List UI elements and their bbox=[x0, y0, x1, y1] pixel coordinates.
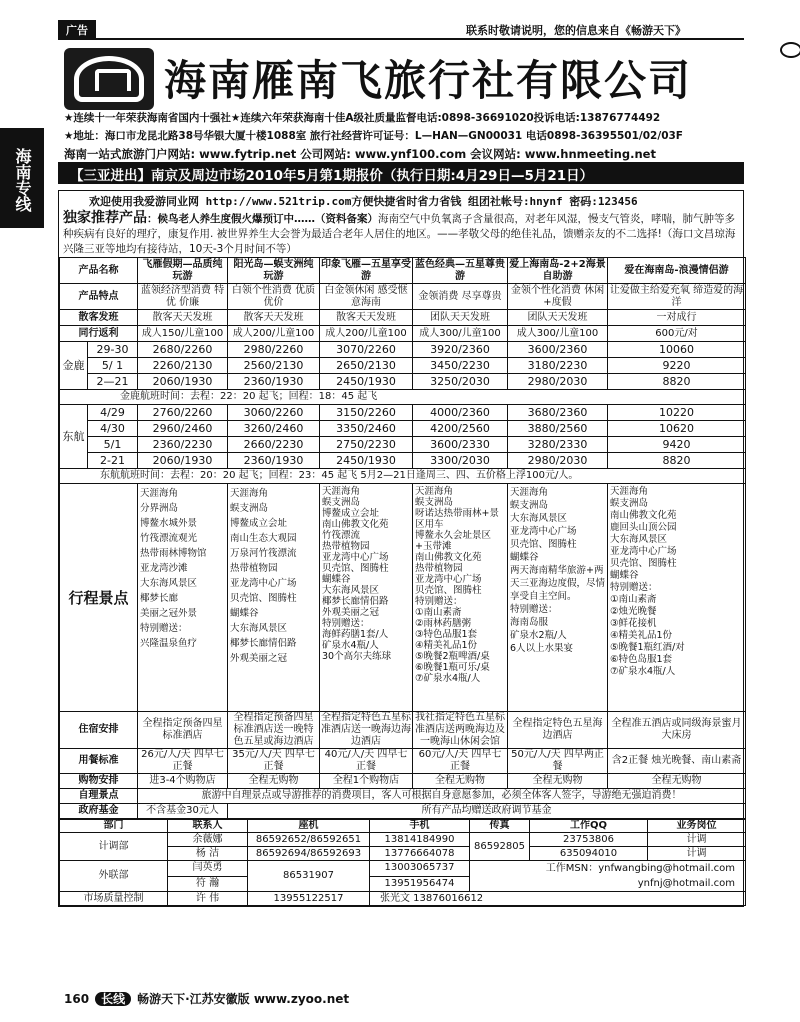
mobile: 13814184990 bbox=[370, 833, 470, 847]
dept: 外联部 bbox=[60, 861, 168, 892]
meal-label: 用餐标准 bbox=[60, 749, 138, 774]
price-cell: 2680/2260 bbox=[138, 342, 228, 358]
hotel-info: 全程指定预备四星标准酒店 bbox=[138, 712, 228, 749]
price-row bbox=[60, 358, 746, 374]
product-name: 爱在海南岛-浪漫情侣游 bbox=[608, 258, 746, 284]
price-cell: 2450/1930 bbox=[320, 374, 413, 390]
contact-name: 许 伟 bbox=[168, 892, 248, 906]
group-type: 散客天天发班 bbox=[138, 310, 228, 326]
contact-header: 联系人 bbox=[168, 820, 248, 833]
company-logo-icon bbox=[64, 48, 154, 110]
group-type: 团队天天发班 bbox=[508, 310, 608, 326]
quality-label: 市场质量控制 bbox=[60, 892, 168, 906]
side-label: 海南专线 bbox=[0, 128, 44, 228]
price-cell: 3250/2030 bbox=[413, 374, 508, 390]
shop-label: 购物安排 bbox=[60, 774, 138, 789]
meal-info: 50元/人/天 四早两正餐 bbox=[508, 749, 608, 774]
hotel-info: 我社指定特色五星标准酒店送两晚海边及一晚海山休闲会馆 bbox=[413, 712, 508, 749]
price-cell: 3060/2260 bbox=[228, 405, 320, 421]
rebate-value: 600元/对 bbox=[608, 326, 746, 342]
airline-label: 金鹿 bbox=[60, 342, 88, 390]
price-cell: 2560/2130 bbox=[228, 358, 320, 374]
schedule-list: 天涯海角 分界洲岛 博鳌水城外景 竹筏漂流观光 热带雨林博物馆 亚龙湾沙滩 大东海风景区 椰梦长廊 美丽之冠外景 特别赠送： 兴隆温泉鱼疗 bbox=[138, 484, 228, 712]
price-cell: 3150/2260 bbox=[320, 405, 413, 421]
fax: 86592805 bbox=[470, 833, 530, 861]
email: ynfnj@hotmail.com bbox=[637, 878, 735, 889]
fund-note: 所有产品均赠送政府调节基金 bbox=[228, 804, 746, 819]
price-cell: 3880/2560 bbox=[508, 421, 608, 437]
mobile: 13003065737 bbox=[370, 861, 470, 877]
rebate-value: 成人300/儿童100 bbox=[413, 326, 508, 342]
mobile: 13955122517 bbox=[248, 892, 370, 906]
price-cell: 2360/1930 bbox=[228, 374, 320, 390]
price-cell: 5/ 1 bbox=[88, 358, 138, 374]
price-cell: 2960/2460 bbox=[138, 421, 228, 437]
group-label: 散客发班 bbox=[60, 310, 138, 326]
product-feature: 让爱做主给爱充氧 缔造爱的海洋 bbox=[608, 284, 746, 310]
msn-block bbox=[470, 861, 746, 892]
product-name: 阳光岛—蜈支洲纯玩游 bbox=[228, 258, 320, 284]
info-line-3: 海南一站式旅游门户网站: www.fytrip.net 公司网站: www.ynf100.com 会议网站: www.hnmeeting.net bbox=[64, 147, 656, 161]
hotel-info: 全程指定特色五星标准酒店送一晚海边海边酒店 bbox=[321, 712, 411, 747]
selfpay-label: 自理景点 bbox=[60, 789, 138, 804]
price-cell: 3600/2360 bbox=[508, 342, 608, 358]
donghang-note: 东航航班时间：去程：20：20 起飞；回程：23：45 起飞 5月2—21日逢周三、四、五价格上浮100元/人。 bbox=[60, 469, 746, 484]
footer bbox=[64, 990, 349, 1007]
rebate-value: 成人200/儿童100 bbox=[228, 326, 320, 342]
shop-info: 进3-4个购物店 bbox=[138, 774, 228, 789]
product-label: 产品名称 bbox=[60, 258, 138, 284]
promo-block bbox=[59, 211, 743, 257]
price-cell: 10220 bbox=[608, 405, 746, 421]
price-cell: 3280/2330 bbox=[508, 437, 608, 453]
price-cell: 10620 bbox=[608, 421, 746, 437]
price-cell: 2450/1930 bbox=[320, 453, 413, 469]
price-cell: 4/29 bbox=[88, 405, 138, 421]
group-type: 一对成行 bbox=[608, 310, 746, 326]
price-cell: 2980/2030 bbox=[508, 453, 608, 469]
product-feature: 白领个性消费 优质 优价 bbox=[228, 284, 320, 310]
promo-sub: ：候鸟老人养生度假火爆预订中……（资料备案） bbox=[147, 213, 378, 225]
product-name: 爱上海南岛-2+2海景自助游 bbox=[509, 258, 606, 282]
product-feature: 白金领休闲 感受惬意海南 bbox=[320, 284, 413, 310]
mobile: 13951956474 bbox=[370, 876, 470, 892]
price-cell: 2-21 bbox=[88, 453, 138, 469]
price-cell: 2980/2260 bbox=[228, 342, 320, 358]
price-cell: 9420 bbox=[608, 437, 746, 453]
group-type: 散客天天发班 bbox=[320, 310, 413, 326]
footer-tag: 长线 bbox=[95, 992, 131, 1006]
price-row bbox=[60, 405, 746, 421]
product-name: 飞雁假期—品质纯玩游 bbox=[138, 258, 228, 284]
price-cell: 4200/2560 bbox=[413, 421, 508, 437]
price-cell: 2660/2230 bbox=[228, 437, 320, 453]
meal-info: 26元/人/天 四早七正餐 bbox=[138, 749, 228, 774]
qq: 23753806 bbox=[530, 833, 648, 847]
price-cell: 9220 bbox=[608, 358, 746, 374]
price-row bbox=[60, 453, 746, 469]
fund-label: 政府基金 bbox=[60, 804, 138, 819]
price-cell: 2260/2130 bbox=[138, 358, 228, 374]
rebate-label: 同行返利 bbox=[60, 326, 138, 342]
group-type: 团队天天发班 bbox=[413, 310, 508, 326]
crab-logo-icon bbox=[780, 42, 800, 58]
role: 计调 bbox=[648, 847, 746, 861]
page-number: 160 bbox=[64, 992, 90, 1006]
contact-header: 传真 bbox=[470, 820, 530, 833]
product-name: 印象飞雁—五星享受游 bbox=[321, 258, 411, 282]
contact-table bbox=[59, 819, 746, 906]
role: 计调 bbox=[648, 833, 746, 847]
contact-name: 闫英勇 bbox=[168, 861, 248, 877]
price-row bbox=[60, 437, 746, 453]
price-cell: 3600/2330 bbox=[413, 437, 508, 453]
airline-label: 东航 bbox=[60, 405, 88, 469]
phone: 86592652/86592651 bbox=[248, 833, 370, 847]
product-feature: 金领个性化消费 休闲+度假 bbox=[508, 284, 608, 310]
msn: 工作MSN：ynfwangbing@hotmail.com bbox=[545, 863, 735, 874]
phone: 86592694/86592693 bbox=[248, 847, 370, 861]
price-row bbox=[60, 421, 746, 437]
info-line-1: ★连续十一年荣获海南省国内十强社★连续六年荣获海南十佳A级社质量监督电话:0898-36691020投诉电话:13876774492 bbox=[64, 112, 661, 124]
contact-header: 部门 bbox=[60, 820, 168, 833]
price-cell: 2060/1930 bbox=[138, 453, 228, 469]
ad-header bbox=[58, 20, 744, 40]
fund-note: 不含基金30元人 bbox=[138, 804, 228, 819]
price-row bbox=[60, 342, 746, 358]
price-cell: 2060/1930 bbox=[138, 374, 228, 390]
contact-header: 手机 bbox=[370, 820, 470, 833]
price-cell: 3920/2360 bbox=[413, 342, 508, 358]
donghang-prices bbox=[60, 405, 746, 469]
mobile: 13776664078 bbox=[370, 847, 470, 861]
schedule-list: 天涯海角 蜈支洲岛 南山佛教文化苑 鹿回头山顶公园 大东海风景区 亚龙湾中心广场 贝壳馆、图腾柱 蝴蝶谷 特别赠送： ①南山素斋 ②烛光晚餐 ③鲜花接机 ④精美礼品1份 ⑤晚餐1瓶红酒/对 ⑥特色岛服1套 ⑦矿泉水4瓶/人 bbox=[608, 484, 746, 712]
price-cell: 2750/2230 bbox=[320, 437, 413, 453]
rebate-value: 成人150/儿童100 bbox=[138, 326, 228, 342]
price-cell: 3260/2460 bbox=[228, 421, 320, 437]
feature-label: 产品特点 bbox=[60, 284, 138, 310]
jinlu-prices bbox=[60, 342, 746, 390]
schedule-list: 天涯海角 蜈支洲岛 博鳌成立会址 南山佛教文化苑 竹筏漂流 热带植物园 亚龙湾中心广场 贝壳馆、图腾柱 蝴蝶谷 大东海风景区 椰梦长廊情侣路 外观美丽之冠 特别赠送： 海鲜药膳1套/人 矿泉水4瓶/人 30个高尔夫练球 bbox=[320, 484, 413, 712]
dept: 计调部 bbox=[60, 833, 168, 861]
contact-header: 业务岗位 bbox=[648, 820, 746, 833]
product-feature: 蓝领经济型消费 特优 价廉 bbox=[138, 284, 228, 310]
company-name: 海南雁南飞旅行社有限公司 bbox=[164, 56, 693, 105]
price-cell: 8820 bbox=[608, 374, 746, 390]
price-cell: 4/30 bbox=[88, 421, 138, 437]
schedule-label: 行程景点 bbox=[60, 484, 138, 712]
contact-name: 符 瀚 bbox=[168, 876, 248, 892]
price-cell: 2980/2030 bbox=[508, 374, 608, 390]
schedule-list: 天涯海角 蜈支洲岛 大东海风景区 亚龙湾中心广场 贝壳馆、图腾柱 蝴蝶谷 两天海南精华旅游+两天三亚海边度假，尽情享受自主空间。 特别赠送： 海南岛服 矿泉水2瓶/人 6人以上水果宴 bbox=[508, 484, 608, 712]
shop-info: 全程无购物 bbox=[508, 774, 608, 789]
price-cell: 29-30 bbox=[88, 342, 138, 358]
product-name: 蓝色经典—五星尊贵游 bbox=[413, 258, 508, 284]
schedule-list: 天涯海角 蜈支洲岛 博鳌成立会址 南山生态大观园 万泉河竹筏漂流 热带植物园 亚龙湾中心广场 贝壳馆、图腾柱 蝴蝶谷 大东海风景区 椰梦长廊情侣路 外观美丽之冠 bbox=[228, 484, 320, 712]
contact-header: 工作QQ bbox=[530, 820, 648, 833]
promo-text: 海南空气中负氧离子含量很高，对老年风湿，慢支气管炎，哮喘，肺气肿等多种疾病有良好的理疗，康复作用. 被世界养生大会誉为最适合老年人居住的地区。——孝敬父母的绝佳礼品，馈赠亲友的不二选择!（海口文昌琼海兴隆三亚等地均有接待站，10天-3个月时间不等） bbox=[63, 213, 736, 255]
price-cell: 4000/2360 bbox=[413, 405, 508, 421]
price-cell: 2760/2260 bbox=[138, 405, 228, 421]
jinlu-note: 金鹿航班时间：去程：22：20 起飞；回程：18：45 起飞 bbox=[60, 390, 746, 405]
title-bar: 【三亚进出】南京及周边市场2010年5月第1期报价（执行日期:4月29日—5月21日） bbox=[58, 162, 744, 184]
price-cell: 8820 bbox=[608, 453, 746, 469]
rebate-value: 成人200/儿童100 bbox=[320, 326, 413, 342]
meal-info: 35元/人/天 四早七正餐 bbox=[228, 749, 320, 774]
price-cell: 2650/2130 bbox=[320, 358, 413, 374]
hotel-label: 住宿安排 bbox=[60, 712, 138, 749]
price-cell: 3680/2360 bbox=[508, 405, 608, 421]
group-type: 散客天天发班 bbox=[228, 310, 320, 326]
footer-text: 畅游天下·江苏安徽版 www.zyoo.net bbox=[137, 992, 350, 1006]
price-box bbox=[58, 190, 744, 907]
price-cell: 2360/1930 bbox=[228, 453, 320, 469]
source-notice: 联系时敬请说明，您的信息来自《畅游天下》 bbox=[466, 24, 686, 37]
hotel-info: 全程准五酒店或同级海景蜜月大床房 bbox=[608, 712, 746, 749]
price-cell: 2360/2230 bbox=[138, 437, 228, 453]
shop-info: 全程1个购物店 bbox=[320, 774, 413, 789]
price-table bbox=[59, 257, 746, 819]
phone: 86531907 bbox=[248, 861, 370, 892]
price-cell: 3070/2260 bbox=[320, 342, 413, 358]
price-cell: 10060 bbox=[608, 342, 746, 358]
price-cell: 3450/2230 bbox=[413, 358, 508, 374]
price-cell: 5/1 bbox=[88, 437, 138, 453]
price-cell: 3300/2030 bbox=[413, 453, 508, 469]
ad-tag: 广告 bbox=[58, 20, 96, 40]
selfpay-note: 旅游中自理景点或导游推荐的消费项目，客人可根据自身意愿参加，必须全体客人签字，导游绝无强迫消费！ bbox=[138, 789, 746, 804]
info-line-2: ★地址：海口市龙昆北路38号华银大厦十楼1088室 旅行社经营许可证号：L—HAN—GN00031 电话0898-36395501/02/03F bbox=[64, 130, 683, 142]
welcome-line: 欢迎使用我爱游同业网 http://www.521trip.com方便快捷省时省力省钱 组团社帐号:hnynf 密码:123456 bbox=[89, 195, 638, 208]
price-cell: 3180/2230 bbox=[508, 358, 608, 374]
product-feature: 金领消费 尽享尊贵 bbox=[413, 284, 508, 310]
hotel-info: 全程指定预备四星标准酒店送一晚特色五星或海边酒店 bbox=[228, 712, 320, 749]
contact-header: 座机 bbox=[248, 820, 370, 833]
contact-name: 张光文 13876016612 bbox=[370, 892, 746, 906]
rebate-value: 成人300/儿童100 bbox=[508, 326, 608, 342]
meal-info: 40元/人/天 四早七正餐 bbox=[320, 749, 413, 774]
meal-info: 60元/人/天 四早七正餐 bbox=[413, 749, 508, 774]
contact-name: 杨 洁 bbox=[168, 847, 248, 861]
schedule-list: 天涯海角 蜈支洲岛 呀诺达热带雨林+景区用车 博鳌永久会址景区+玉带滩 南山佛教文化苑 热带植物园 亚龙湾中心广场 贝壳馆、图腾柱 特别赠送： ①南山素斋 ②雨林药膳粥 ③特色品服1套 ④精美礼品1份 ⑤晚餐2瓶啤酒/桌 ⑥晚餐1瓶可乐/桌 ⑦矿泉水4瓶/人 bbox=[413, 484, 508, 712]
meal-info: 含2正餐 烛光晚餐、南山素斋 bbox=[608, 749, 746, 774]
promo-head: 独家推荐产品 bbox=[63, 210, 147, 226]
price-row bbox=[60, 374, 746, 390]
shop-info: 全程无购物 bbox=[228, 774, 320, 789]
price-cell: 2—21 bbox=[88, 374, 138, 390]
hotel-info: 全程指定特色五星海边酒店 bbox=[508, 712, 608, 749]
qq: 635094010 bbox=[530, 847, 648, 861]
contact-name: 余薇娜 bbox=[168, 833, 248, 847]
shop-info: 全程无购物 bbox=[608, 774, 746, 789]
price-cell: 3350/2460 bbox=[320, 421, 413, 437]
shop-info: 全程无购物 bbox=[413, 774, 508, 789]
